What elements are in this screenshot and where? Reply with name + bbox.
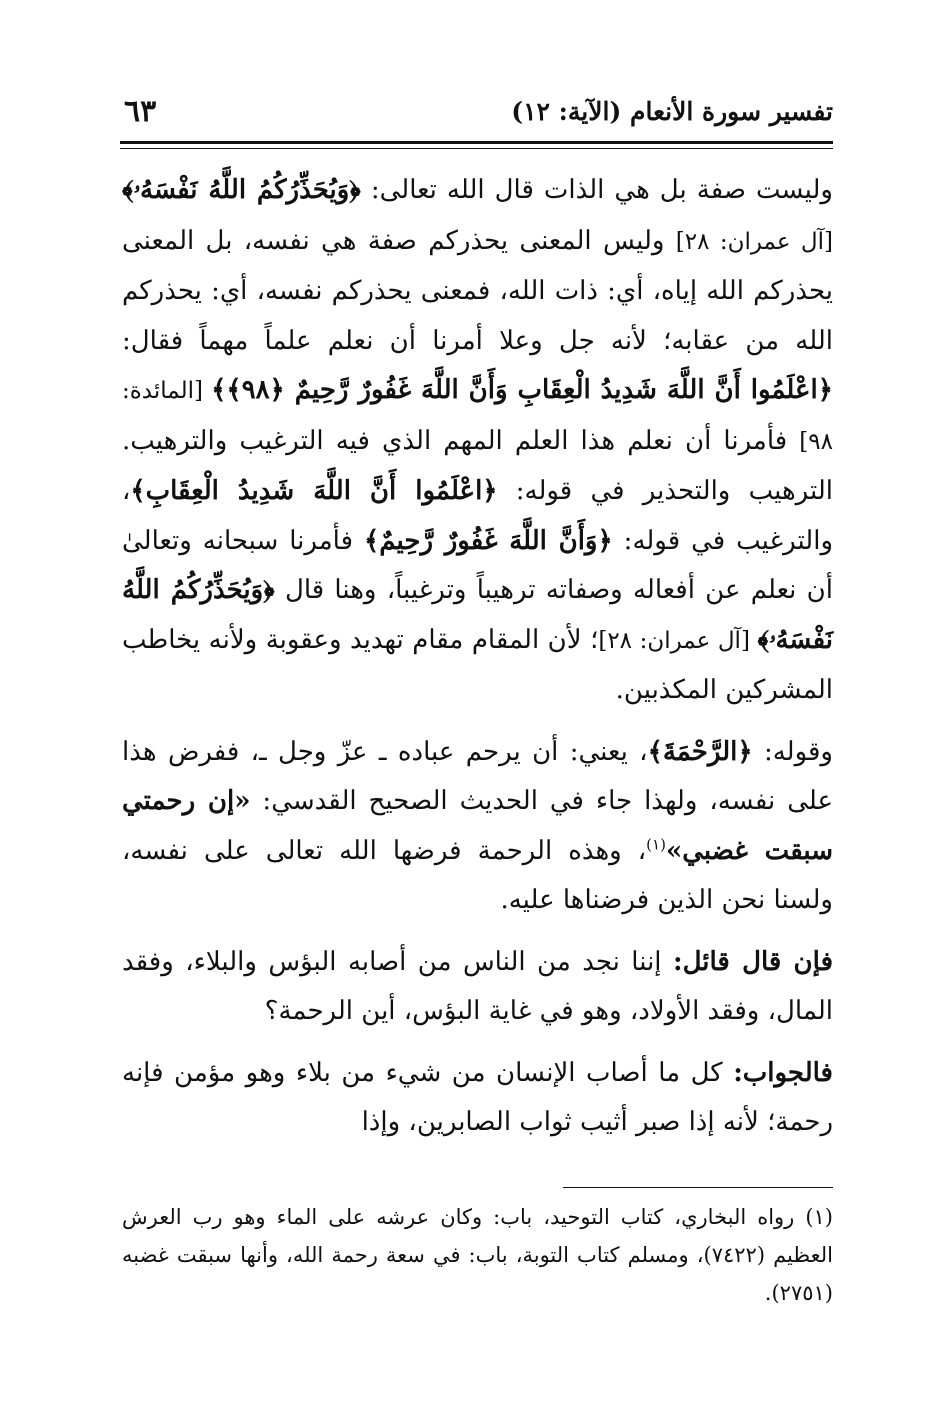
- paragraph-1: [122, 166, 833, 716]
- paragraph-4: [122, 1049, 833, 1148]
- hadith-quote: «إن رحمتي سبقت غضبي»: [122, 786, 833, 866]
- paragraph-3: [122, 938, 833, 1037]
- quran-verse: ﴿وَيُحَذِّرُكُمُ اللَّهُ نَفْسَهُۥ﴾: [122, 175, 361, 205]
- text-run: كل ما أصاب الإنسان من شيء من بلاء وهو مؤمن فإنه رحمة؛ لأنه إذا صبر أثيب ثواب الصابرين، وإذا: [122, 1057, 833, 1137]
- text-run: وليست صفة بل هي الذات قال الله تعالى:: [360, 175, 833, 205]
- text-run: وليس المعنى يحذركم صفة هي نفسه، بل المعنى يحذركم الله إياه، أي: ذات الله، فمعنى يحذركم نفسه، أي: يحذركم الله من عقابه؛ لأنه جل وعلا أمرنا أن نعلم علماً مهماً فقال:: [122, 225, 833, 356]
- text-run: إننا نجد من الناس من أصابه البؤس والبلاء، وفقد المال، وفقد الأولاد، وهو في غاية البؤس، أين الرحمة؟: [122, 946, 833, 1026]
- running-title: تفسير سورة الأنعام (الآية: ١٢): [511, 97, 833, 126]
- text-run: ؛ لأن المقام مقام تهديد وعقوبة ولأنه يخاطب المشركين المكذبين.: [122, 624, 833, 705]
- text-run: فأمرنا أن نعلم هذا العلم المهم الذي فيه الترغيب والترهيب. الترهيب والتحذير في قوله:: [122, 425, 833, 506]
- verse-reference: [آل عمران: ٢٨]: [675, 228, 834, 255]
- page-header: [120, 92, 833, 132]
- answer-lead: فالجواب:: [733, 1057, 833, 1088]
- footnote-1: (١) رواه البخاري، كتاب التوحيد، باب: وكان عرشه على الماء وهو رب العرش العظيم (٧٤٢٢)، ومسلم كتاب التوبة، باب: في سعة رحمة الله، وأنها سبقت غضبه (٢٧٥١).: [122, 1205, 833, 1305]
- quran-verse: ﴿وَأَنَّ اللَّهَ غَفُورٌ رَّحِيمٌ﴾: [363, 525, 613, 556]
- header-rule-thin: [120, 148, 833, 149]
- verse-reference: [آل عمران: ٢٨]: [598, 627, 758, 654]
- text-run: ، يعني: أن يرحم عباده ـ عزّ وجل ـ، ففرض هذا على نفسه، ولهذا جاء في الحديث الصحيح القدسي:: [122, 736, 833, 816]
- text-run: وقوله:: [752, 736, 833, 767]
- page-number: ٦٣: [124, 94, 157, 129]
- quran-verse: ﴿اعْلَمُوا أَنَّ اللَّهَ شَدِيدُ الْعِقَابِ وَأَنَّ اللَّهَ غَفُورٌ رَّحِيمٌ ﴿٩٨﴾﴾: [211, 375, 833, 405]
- main-text: [122, 166, 833, 1148]
- question-lead: فإن قال قائل:: [672, 946, 834, 977]
- text-run: ، والترغيب في قوله:: [122, 476, 834, 556]
- footnotes: [122, 1198, 833, 1312]
- quran-verse: ﴿الرَّحْمَةَ﴾: [647, 736, 753, 767]
- text-run: فأمرنا سبحانه وتعالىٰ أن نعلم عن أفعاله وصفاته ترهيباً وترغيباً، وهنا قال: [122, 525, 833, 605]
- footnote-marker[interactable]: (١): [646, 834, 666, 853]
- footnote-separator: [563, 1187, 833, 1188]
- quran-verse: ﴿وَيُحَذِّرُكُمُ اللَّهُ نَفْسَهُۥ﴾: [122, 575, 834, 655]
- quran-verse: ﴿اعْلَمُوا أَنَّ اللَّهَ شَدِيدُ الْعِقَابِ﴾: [130, 476, 498, 506]
- header-rule-thick: [120, 141, 833, 144]
- text-run: ، وهذه الرحمة فرضها الله تعالى على نفسه، ولسنا نحن الذين فرضناها عليه.: [122, 835, 833, 915]
- verse-reference: [المائدة: ٩٨]: [122, 378, 833, 455]
- paragraph-2: [122, 728, 833, 926]
